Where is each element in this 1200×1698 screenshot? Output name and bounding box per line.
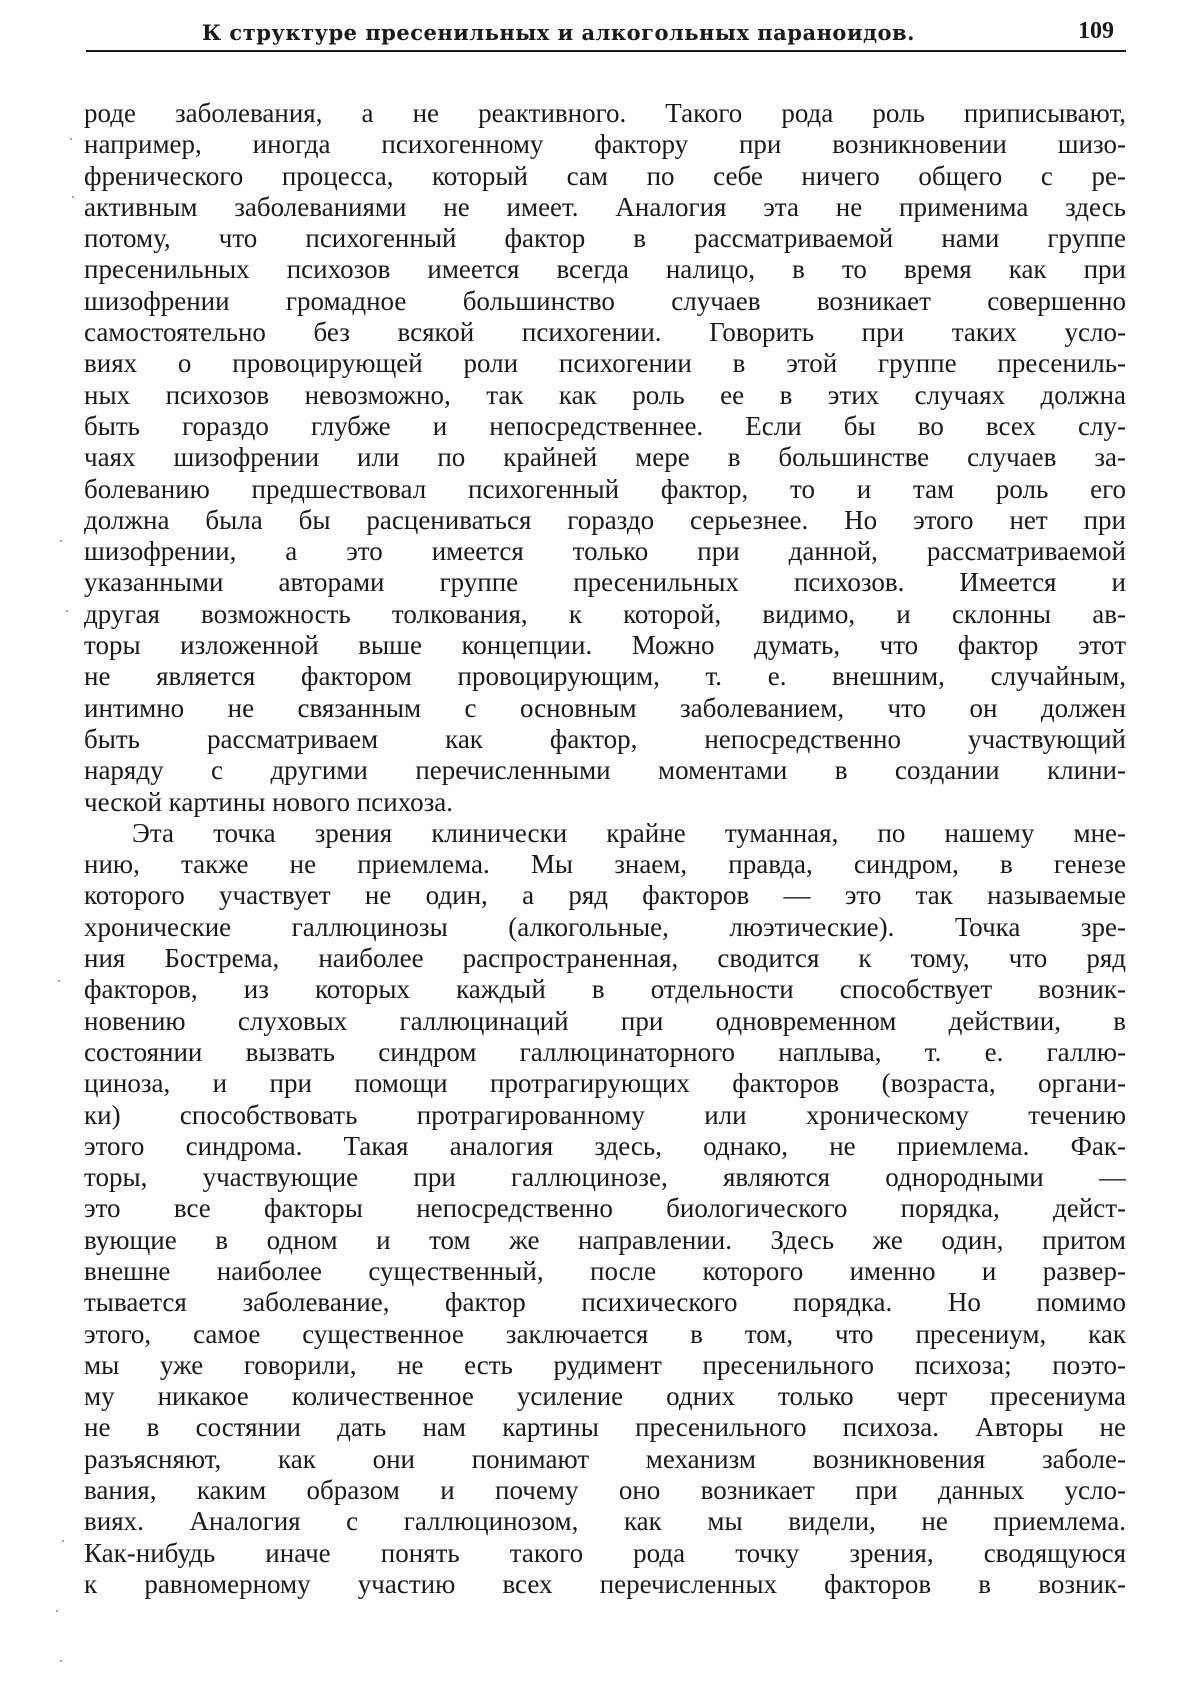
scan-speck xyxy=(56,1610,58,1612)
scan-speck xyxy=(72,196,74,198)
text-line: ния Бострема, наиболее распространенная, сводится к тому, что ряд xyxy=(84,943,1126,974)
text-line: ки) способствовать протрагированному или хроническому течению xyxy=(84,1099,1126,1130)
paragraph xyxy=(84,98,1126,818)
scan-speck xyxy=(60,540,62,542)
page-number: 109 xyxy=(1078,18,1114,44)
body-text xyxy=(84,98,1126,1600)
text-line: активным заболеваниями не имеет. Аналогия эта не применима здесь xyxy=(84,191,1126,222)
text-line: факторов, из которых каждый в отдельности способствует возник- xyxy=(84,974,1126,1005)
text-line: чаях шизофрении или по крайней мере в большинстве случаев за- xyxy=(84,442,1126,473)
text-line: болеванию предшествовал психогенный фактор, то и там роль его xyxy=(84,473,1126,504)
text-line: это все факторы непосредственно биологического порядка, дейст- xyxy=(84,1193,1126,1224)
text-line: виях. Аналогия с галлюцинозом, как мы видели, не приемлема. xyxy=(84,1506,1126,1537)
text-line: к равномерному участию всех перечисленных факторов в возник- xyxy=(84,1568,1126,1599)
scan-speck xyxy=(70,138,72,140)
text-line: не в состянии дать нам картины пресенильного психоза. Авторы не xyxy=(84,1412,1126,1443)
text-line: разъясняют, как они понимают механизм возникновения заболе- xyxy=(84,1443,1126,1474)
text-line: внешне наиболее существенный, после которого именно и развер- xyxy=(84,1255,1126,1286)
text-line: тывается заболевание, фактор психического порядка. Но помимо xyxy=(84,1287,1126,1318)
text-line: френического процесса, который сам по себе ничего общего с ре- xyxy=(84,160,1126,191)
text-line: Как-нибудь иначе понять такого рода точку зрения, сводящуюся xyxy=(84,1537,1126,1568)
text-line: хронические галлюцинозы (алкогольные, люэтические). Точка зре- xyxy=(84,911,1126,942)
text-line: торы, участвующие при галлюцинозе, являются однородными — xyxy=(84,1162,1126,1193)
text-line: быть гораздо глубже и непосредственнее. Если бы во всех слу- xyxy=(84,410,1126,441)
text-line: вания, каким образом и почему оно возникает при данных усло- xyxy=(84,1475,1126,1506)
text-line: должна была бы расцениваться гораздо серьезнее. Но этого нет при xyxy=(84,504,1126,535)
text-line: быть рассматриваем как фактор, непосредственно участвующий xyxy=(84,723,1126,754)
text-line: пресенильных психозов имеется всегда налицо, в то время как при xyxy=(84,254,1126,285)
text-line: интимно не связанным с основным заболеванием, что он должен xyxy=(84,692,1126,723)
text-line: не является фактором провоцирующим, т. е. внешним, случайным, xyxy=(84,661,1126,692)
text-line: например, иногда психогенному фактору при возникновении шизо- xyxy=(84,129,1126,160)
text-line: ческой картины нового психоза. xyxy=(84,786,454,817)
text-line: мы уже говорили, не есть рудимент пресенильного психоза; поэто- xyxy=(84,1349,1126,1380)
text-line: ных психозов невозможно, так как роль ее в этих случаях должна xyxy=(84,379,1126,410)
text-line: самостоятельно без всякой психогении. Говорить при таких усло- xyxy=(84,317,1126,348)
scan-speck xyxy=(58,980,60,982)
text-line: нию, также не приемлема. Мы знаем, правда, синдром, в генезе xyxy=(84,849,1126,880)
text-line: этого, самое существенное заключается в том, что пресениум, как xyxy=(84,1318,1126,1349)
text-line: торы изложенной выше концепции. Можно думать, что фактор этот xyxy=(84,630,1126,661)
text-line: му никакое количественное усиление одних только черт пресениума xyxy=(84,1381,1126,1412)
text-line: указанными авторами группе пресенильных психозов. Имеется и xyxy=(84,567,1126,598)
text-line: которого участвует не один, а ряд факторов — это так называемые xyxy=(84,880,1126,911)
paragraph xyxy=(84,818,1126,1600)
scan-speck xyxy=(62,1540,64,1542)
text-line: вующие в одном и том же направлении. Здесь же один, притом xyxy=(84,1224,1126,1255)
scan-speck xyxy=(66,610,68,612)
text-line: циноза, и при помощи протрагирующих факторов (возраста, органи- xyxy=(84,1068,1126,1099)
text-line: другая возможность толкования, к которой, видимо, и склонны ав- xyxy=(84,598,1126,629)
text-line: этого синдрома. Такая аналогия здесь, однако, не приемлема. Фак- xyxy=(84,1130,1126,1161)
header-rule xyxy=(86,50,1126,52)
scan-speck xyxy=(60,1660,62,1662)
running-title: К структуре пресенильных и алкогольных параноидов. xyxy=(202,20,915,45)
text-line: шизофрении громадное большинство случаев возникает совершенно xyxy=(84,285,1126,316)
text-line: состоянии вызвать синдром галлюцинаторного наплыва, т. е. галлю- xyxy=(84,1036,1126,1067)
text-line: новению слуховых галлюцинаций при одновременном действии, в xyxy=(84,1005,1126,1036)
text-line: Эта точка зрения клинически крайне туманная, по нашему мне- xyxy=(132,817,1126,848)
text-line: наряду с другими перечисленными моментами в создании клини- xyxy=(84,755,1126,786)
text-line: шизофрении, а это имеется только при данной, рассматриваемой xyxy=(84,536,1126,567)
page-header xyxy=(82,14,1126,50)
text-line: роде заболевания, а не реактивного. Такого рода роль приписывают, xyxy=(84,98,1126,128)
text-line: потому, что психогенный фактор в рассматриваемой нами группе xyxy=(84,223,1126,254)
text-line: виях о провоцирующей роли психогении в этой группе пресениль- xyxy=(84,348,1126,379)
